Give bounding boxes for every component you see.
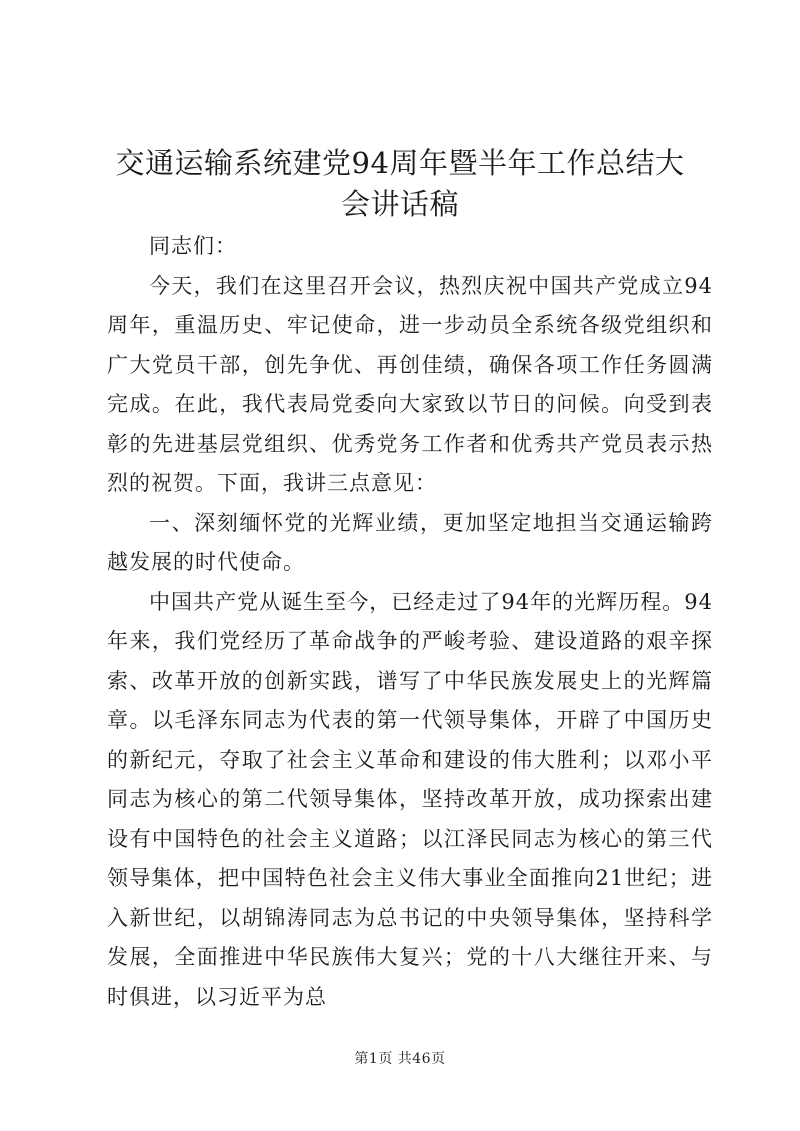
salutation-paragraph: 同志们： [149,234,237,258]
title-line-2: 会讲话稿 [340,187,459,221]
document-body [107,227,713,1017]
document-title [100,143,700,225]
opening-paragraph: 今天，我们在这里召开会议，热烈庆祝中国共产党成立94周年，重温历史、牢记使命，进一步动员全系统各级党组织和广大党员干部，创先争优、再创佳绩，确保各项工作任务圆满完成。在此，我代表局党委向大家致以节日的问候。向受到表彰的先进基层党组织、优秀党务工作者和优秀共产党员表示热烈的祝贺。下面，我讲三点意见： [107,273,713,495]
title-line-1: 交通运输系统建党94周年暨半年工作总结大 [115,146,685,180]
history-paragraph: 中国共产党从诞生至今，已经走过了94年的光辉历程。94年来，我们党经历了革命战争的严峻考验、建设道路的艰辛探索、改革开放的创新实践，谱写了中华民族发展史上的光辉篇章。以毛泽东同志为代表的第一代领导集体，开辟了中国历史的新纪元，夺取了社会主义革命和建设的伟大胜利；以邓小平同志为核心的第二代领导集体，坚持改革开放，成功探索出建设有中国特色的社会主义道路；以江泽民同志为核心的第三代领导集体，把中国特色社会主义伟大事业全面推向21世纪；进入新世纪，以胡锦涛同志为总书记的中央领导集体，坚持科学发展，全面推进中华民族伟大复兴；党的十八大继往开来、与时俱进，以习近平为总 [107,589,713,1009]
page-footer: 第1页 共46页 [354,1051,446,1067]
section-heading-paragraph: 一、深刻缅怀党的光辉业绩，更加坚定地担当交通运输跨越发展的时代使命。 [107,510,713,574]
